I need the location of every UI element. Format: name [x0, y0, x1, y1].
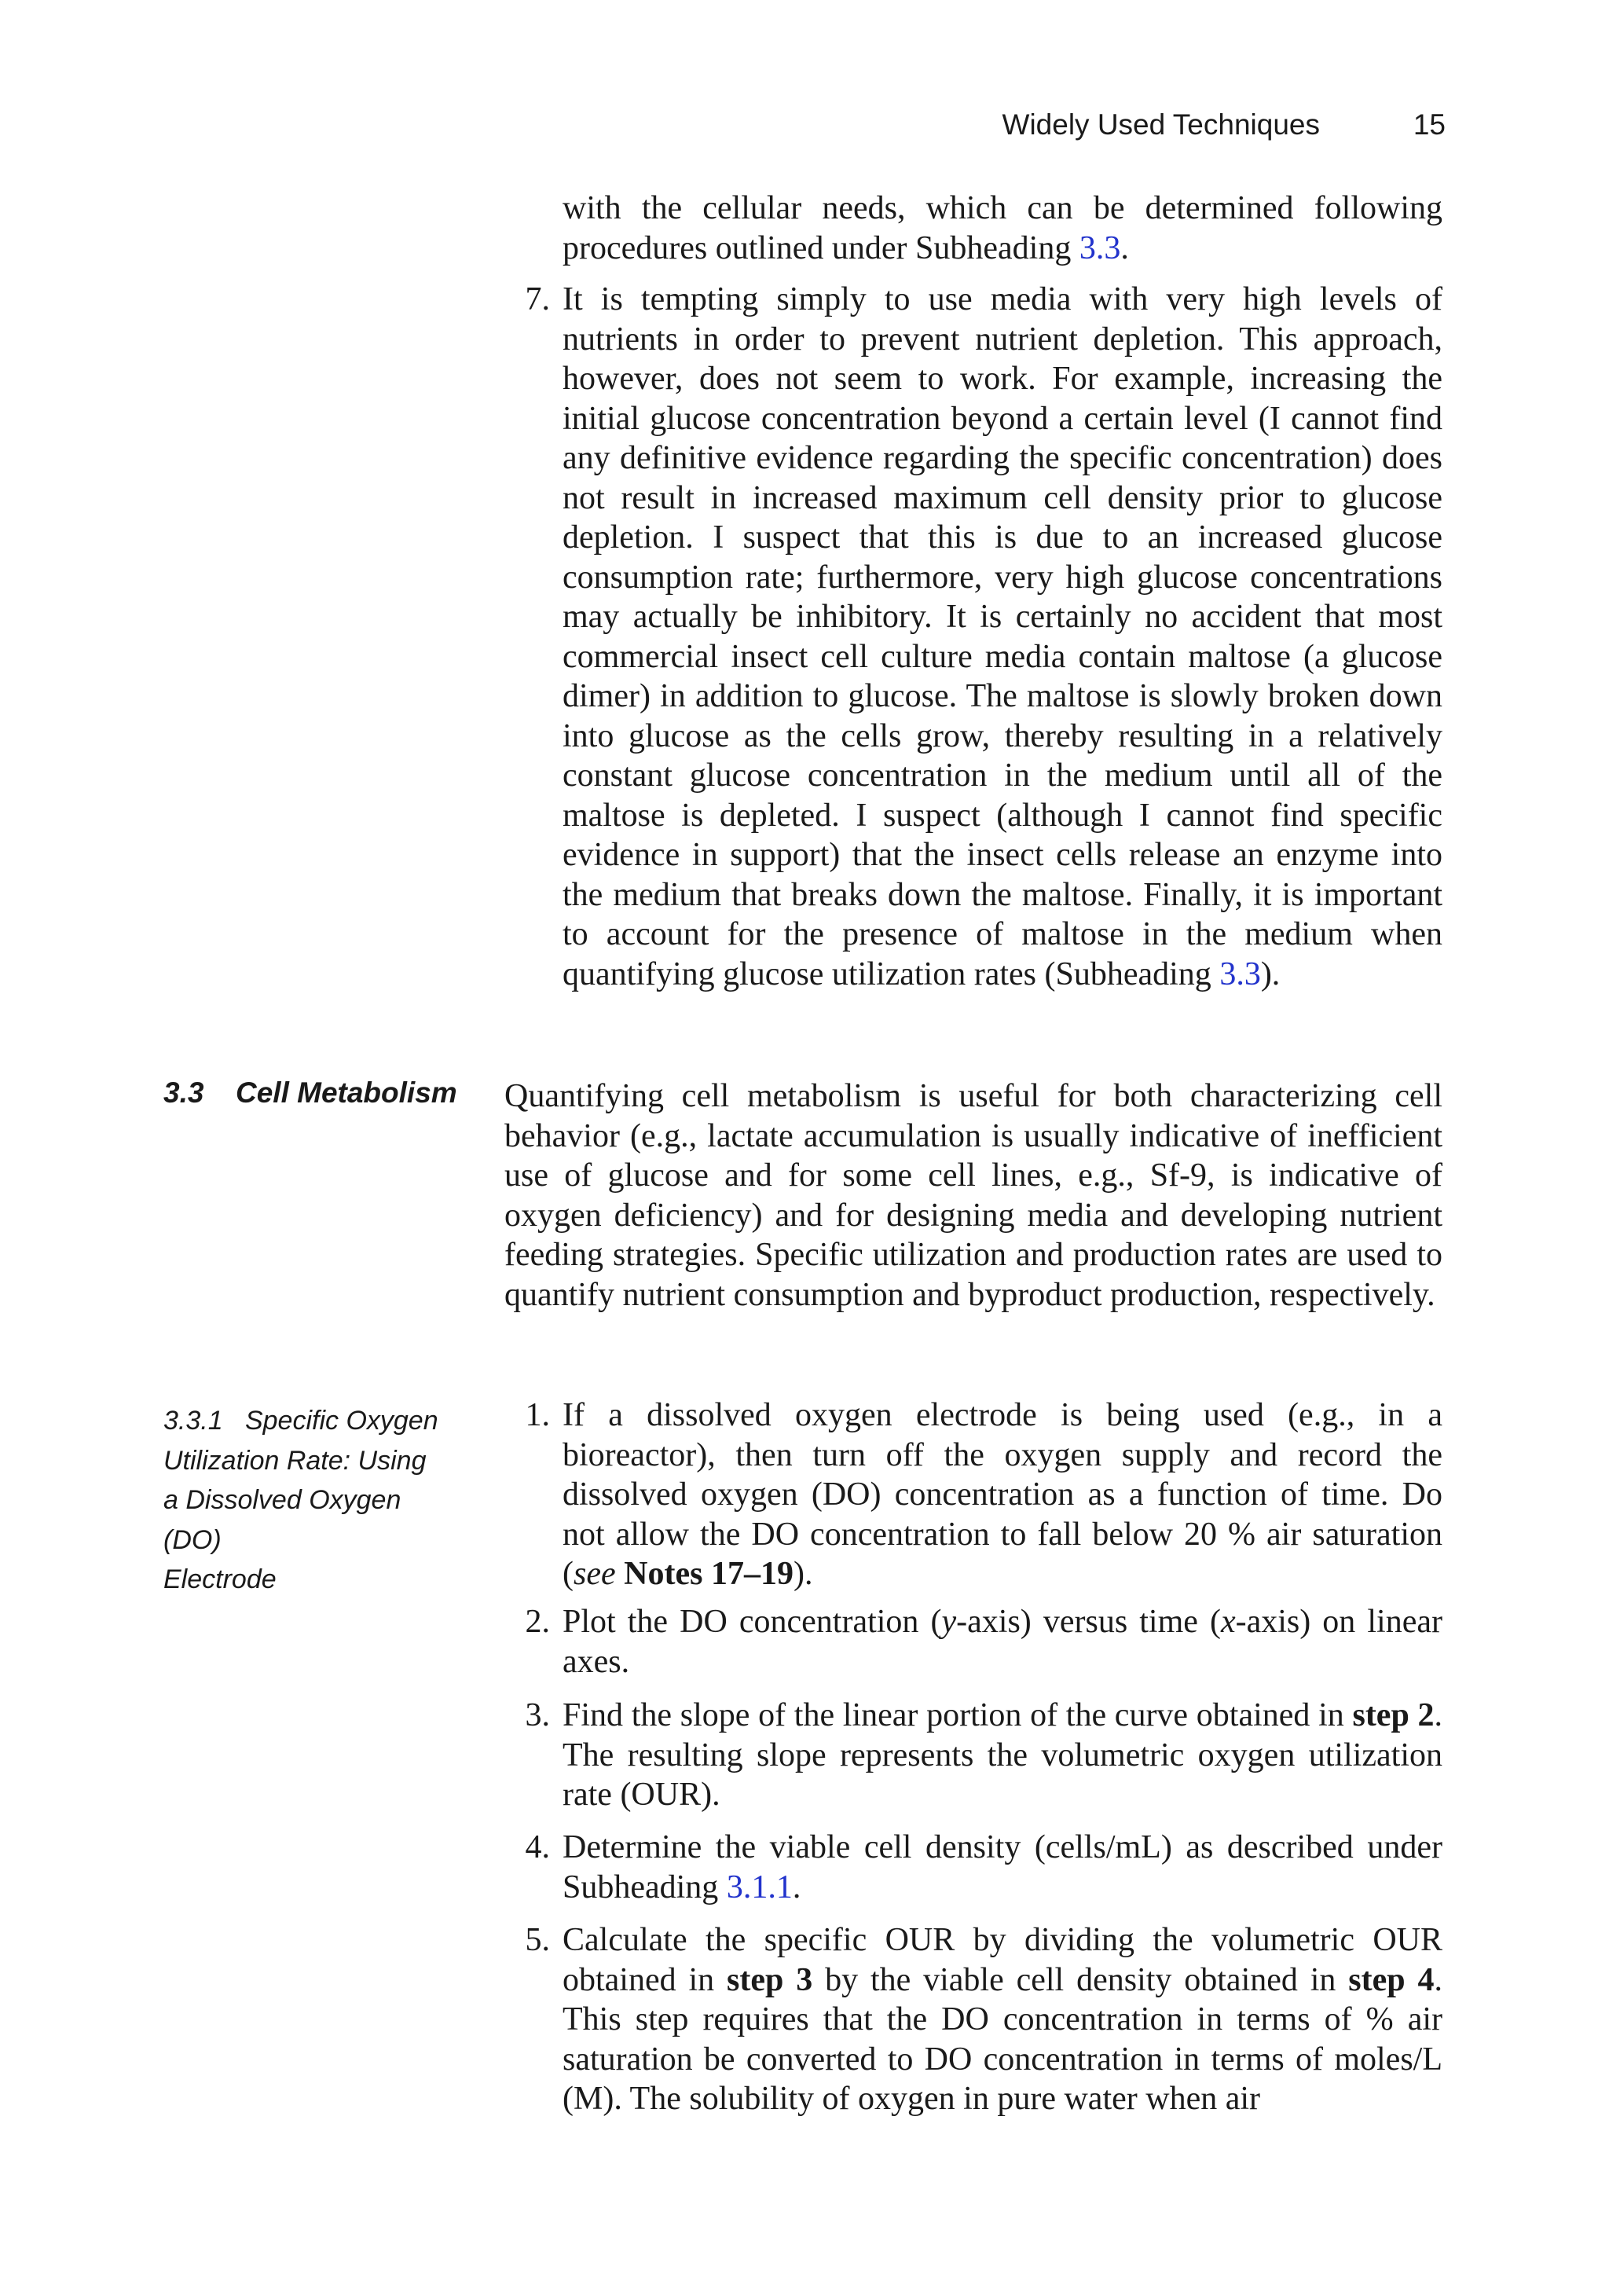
paragraph-text: ). — [793, 1556, 813, 1592]
list-number: 3. — [525, 1697, 550, 1733]
paragraph-text: with the cellular needs, which can be determined following procedures outlined under Subheading — [563, 190, 1442, 266]
step-reference: step 4 — [1348, 1961, 1435, 1998]
list-item-text — [563, 1602, 1442, 1682]
list-item-text — [563, 280, 1442, 994]
subheading-link[interactable]: 3.3 — [1079, 229, 1121, 266]
section-paragraph: Quantifying cell metabolism is useful for both characterizing cell behavior (e.g., lactate accumulation is usually indicative of inefficient use of glucose and for some cell lines, e.g., Sf-9, is indicative of oxygen deficiency) and for designing media and developing nutrient feeding strategies. Specific utilization and production rates are used to quantify nutrient consumption and byproduct production, respectively. — [504, 1078, 1442, 1313]
list-number: 7. — [525, 281, 550, 317]
step-reference: step 2 — [1352, 1697, 1435, 1733]
list-item-text — [563, 1696, 1442, 1815]
section-heading — [163, 1076, 457, 1109]
subsection-heading-line: Utilization Rate: Using — [163, 1445, 427, 1476]
paragraph-text: . The resulting slope represents the volumetric oxygen utilization rate (OUR). — [563, 1697, 1442, 1813]
step-reference: step 3 — [727, 1961, 813, 1998]
paragraph-text: Plot the DO concentration ( — [563, 1604, 942, 1640]
list-item-text — [563, 1828, 1442, 1907]
subheading-link[interactable]: 3.1.1 — [726, 1869, 793, 1905]
subsection-heading-line: 3.3.1 Specific Oxygen — [163, 1406, 438, 1436]
paragraph-text: Determine the viable cell density (cells/mL) as described under Subheading — [563, 1829, 1442, 1905]
paragraph-text: ). — [1260, 955, 1281, 992]
paragraph-text: by the viable cell density obtained in — [812, 1961, 1349, 1998]
paragraph-text: -axis) versus time ( — [956, 1604, 1221, 1640]
running-head — [864, 108, 1446, 148]
page-number: 15 — [1413, 108, 1446, 141]
paragraph-text: . — [792, 1869, 801, 1905]
paragraph-text: Find the slope of the linear portion of the curve obtained in — [563, 1697, 1353, 1733]
list-item-text — [563, 1920, 1442, 2119]
paragraph-text: -axis) on linear axes. — [563, 1604, 1442, 1680]
subsection-heading-line: a Dissolved Oxygen (DO) — [163, 1485, 401, 1555]
paragraph-text: Calculate the specific OUR by dividing the volumetric OUR obtained in — [563, 1922, 1442, 1998]
y-axis-var: y — [941, 1604, 957, 1640]
running-title: Widely Used Techniques — [1002, 108, 1320, 141]
see-reference: see — [574, 1556, 616, 1592]
section-title: Cell Metabolism — [236, 1076, 457, 1109]
section-number: 3.3 — [163, 1076, 204, 1109]
x-axis-var: x — [1220, 1604, 1236, 1640]
subsection-heading — [163, 1401, 462, 1600]
list-number: 2. — [525, 1604, 550, 1640]
subsection-heading-line: Electrode — [163, 1564, 277, 1594]
notes-reference[interactable]: Notes 17–19 — [624, 1556, 794, 1592]
list-number: 1. — [525, 1397, 550, 1433]
paragraph-text: . — [1120, 229, 1129, 266]
paragraph-text: If a dissolved oxygen electrode is being used (e.g., in a bioreactor), then turn off the oxygen supply and record the dissolved oxygen (DO) concentration as a function of time. Do not allow the DO concentration to fall below 20 % air saturation ( — [563, 1397, 1442, 1592]
list-number: 4. — [525, 1829, 550, 1865]
continued-paragraph — [563, 189, 1442, 268]
subheading-link[interactable]: 3.3 — [1219, 955, 1261, 992]
list-item-text — [563, 1396, 1442, 1594]
list-number: 5. — [525, 1922, 550, 1958]
paragraph-text: It is tempting simply to use media with very high levels of nutrients in order to prevent nutrient depletion. This approach, however, does not seem to work. For example, increasing the initial glucose concentration beyond a certain level (I cannot find any definitive evidence regarding the specific concentration) does not result in increased maximum cell density prior to glucose depletion. I suspect that this is due to an increased glucose consumption rate; furthermore, very high glucose concentrations may actually be inhibitory. It is certainly no accident that most commercial insect cell culture media contain maltose (a glucose dimer) in addition to glucose. The maltose is slowly broken down into glucose as the cells grow, thereby resulting in a relatively constant glucose concentration in the medium until all of the maltose is depleted. I suspect (although I cannot find specific evidence in support) that the insect cells release an enzyme into the medium that breaks down the maltose. Finally, it is important to account for the presence of maltose in the medium when quantifying glucose utilization rates (Subheading — [563, 281, 1442, 992]
paragraph-text: . This step requires that the DO concentration in terms of % air saturation be converted to DO concentration in terms of moles/L (M). The solubility of oxygen in pure water when air — [563, 1961, 1442, 2117]
